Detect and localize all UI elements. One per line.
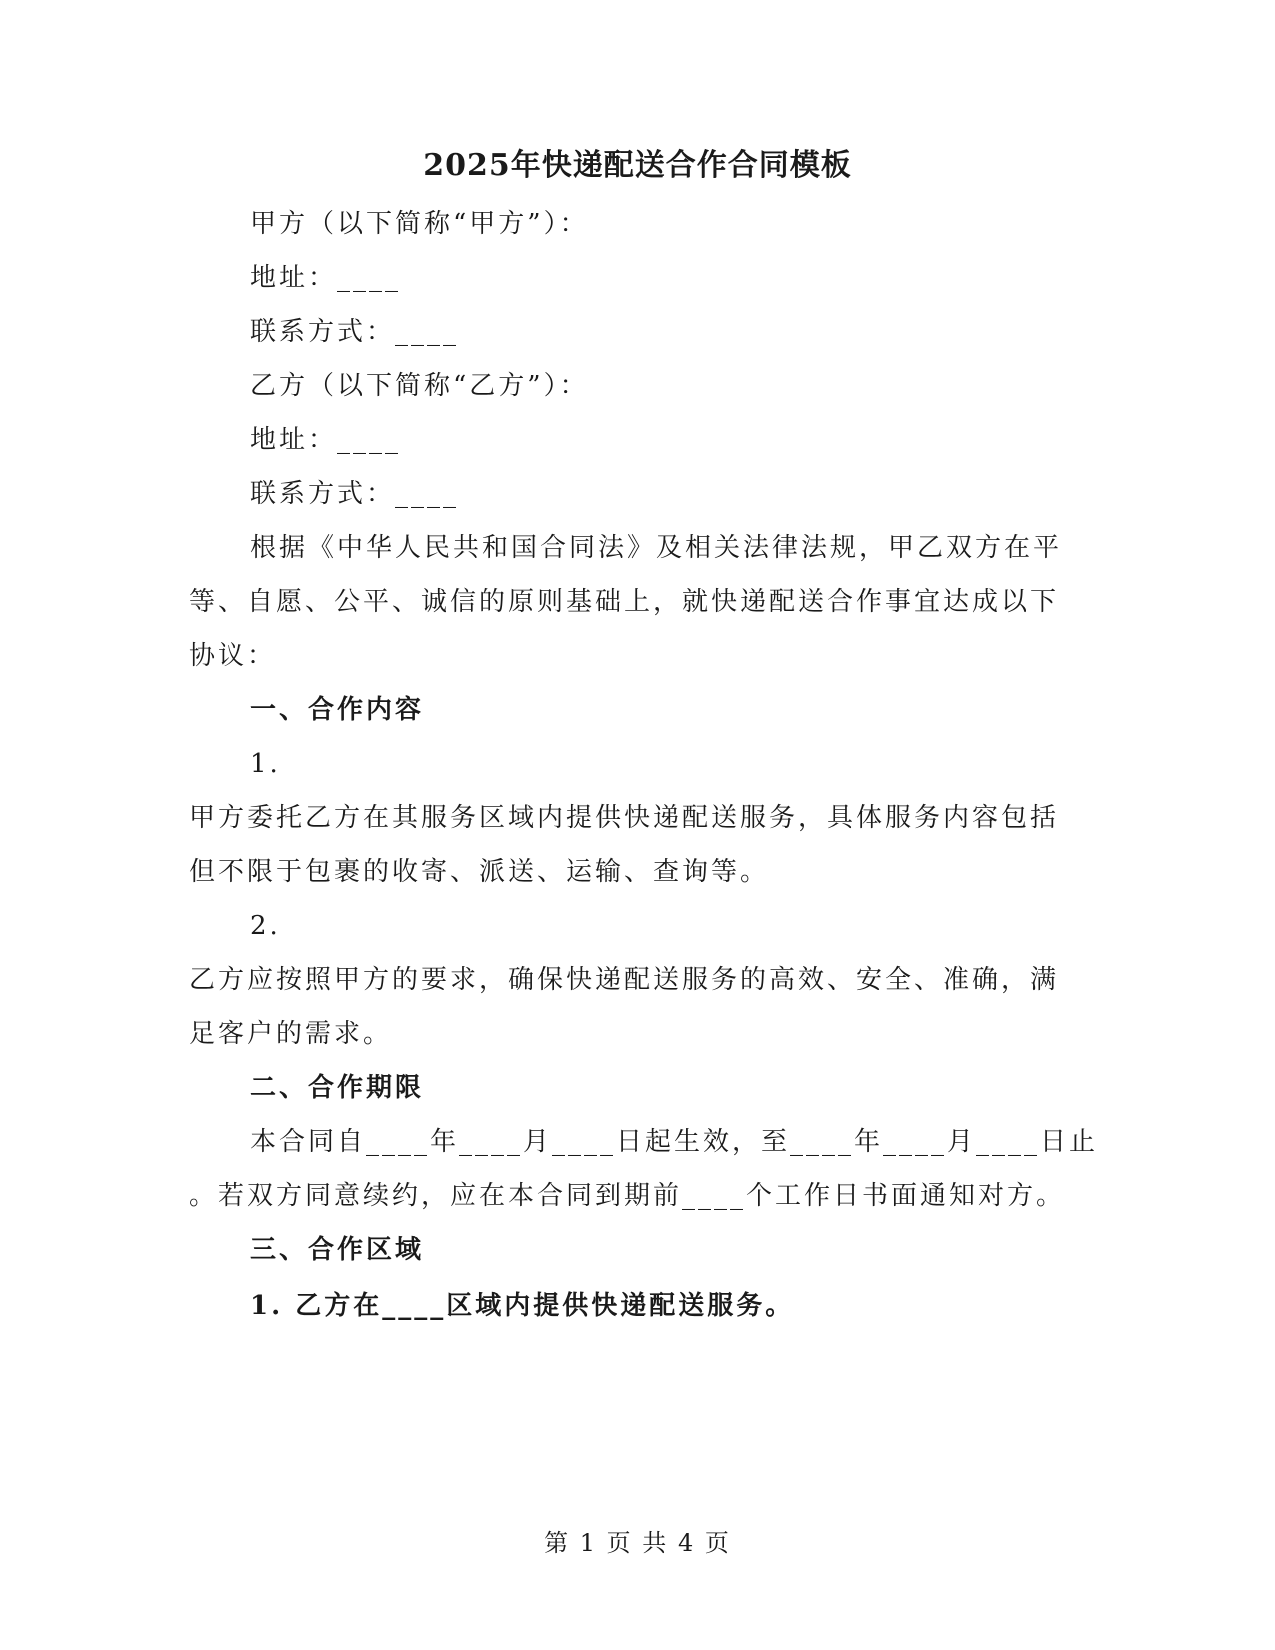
party-b-contact: 联系方式：____ <box>250 479 460 509</box>
clause-1-line-2: 但不限于包裹的收寄、派送、运输、查询等。 <box>189 857 770 887</box>
party-a-heading: 甲方（以下简称“甲方”）： <box>250 209 589 239</box>
term-line-1: 本合同自____年____月____日起生效，至____年____月____日止 <box>250 1127 1099 1157</box>
preamble-line-3: 协议： <box>189 641 277 671</box>
party-a-contact: 联系方式：____ <box>250 317 460 347</box>
preamble-line-1: 根据《中华人民共和国合同法》及相关法律法规，甲乙双方在平 <box>250 533 1063 563</box>
clause-2-line-2: 足客户的需求。 <box>189 1019 393 1049</box>
clause-number-2: 2. <box>250 911 281 941</box>
party-a-address: 地址：____ <box>250 263 402 293</box>
section-heading-cooperation-content: 一、合作内容 <box>250 695 425 725</box>
area-clause-1: 1. 乙方在____区域内提供快递配送服务。 <box>250 1291 795 1321</box>
clause-2-line-1: 乙方应按照甲方的要求，确保快递配送服务的高效、安全、准确，满 <box>189 965 1060 995</box>
preamble-line-2: 等、自愿、公平、诚信的原则基础上，就快递配送合作事宜达成以下 <box>189 587 1060 617</box>
party-b-address: 地址：____ <box>250 425 402 455</box>
section-heading-cooperation-term: 二、合作期限 <box>250 1073 425 1103</box>
clause-number-1: 1. <box>250 749 281 779</box>
page-footer: 第 1 页 共 4 页 <box>544 1529 731 1557</box>
term-line-2: 。若双方同意续约，应在本合同到期前____个工作日书面通知对方。 <box>189 1181 1066 1211</box>
party-b-heading: 乙方（以下简称“乙方”）： <box>250 371 589 401</box>
clause-1-line-1: 甲方委托乙方在其服务区域内提供快递配送服务，具体服务内容包括 <box>189 803 1060 833</box>
section-heading-cooperation-area: 三、合作区域 <box>250 1235 425 1265</box>
document-title: 2025年快递配送合作合同模板 <box>423 148 852 183</box>
